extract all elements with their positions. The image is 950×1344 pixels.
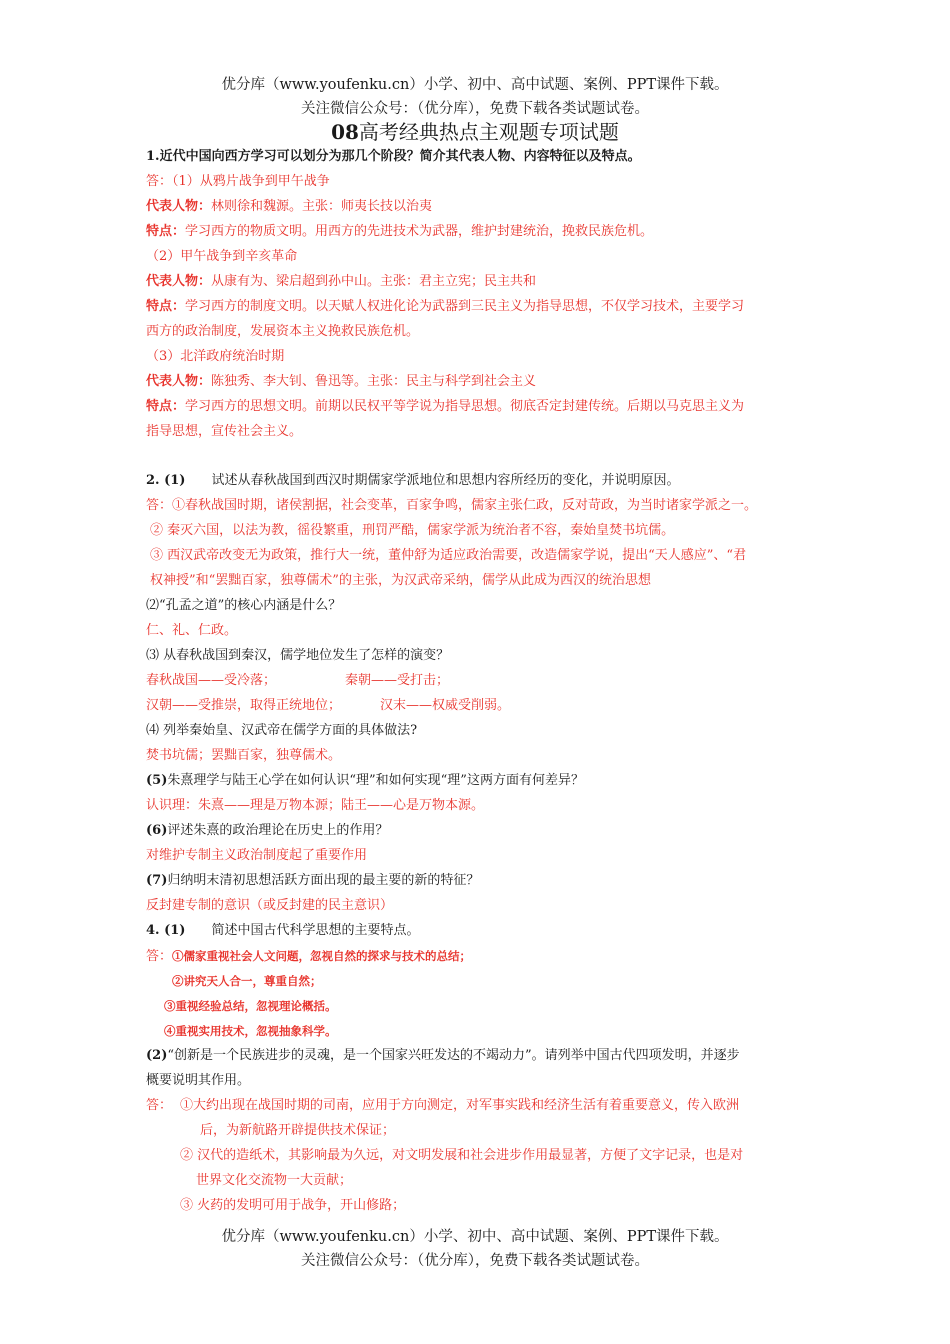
q2-answer-q3-1a: 春秋战国——受冷落； [146, 673, 277, 688]
q1-s3-title: （3）北洋政府统治时期 [146, 349, 285, 364]
number: (6) [146, 823, 168, 838]
q2-answer-q3-2a: 汉朝——受推崇，取得正统地位； [146, 698, 342, 713]
q2-question-1 [146, 471, 679, 491]
q4-question-2 [146, 1046, 740, 1066]
q1-answer-intro: 答：（1）从鸦片战争到甲午战争 [146, 174, 330, 189]
q2-question-7 [146, 871, 479, 891]
text: ②讲究天人合一，尊重自然； [172, 974, 322, 988]
text: 学习西方的思想文明。前期以民权平等学说为指导思想。彻底否定封建传统。后期以马克思主义为 [185, 399, 745, 414]
number: (5) [146, 773, 168, 788]
text: 评述朱熹的政治理论在历史上的作用？ [167, 823, 389, 838]
footer-line-1: 优分库（www.youfenku.cn）小学、初中、高中试题、案例、PPT课件下载。 [221, 1229, 729, 1245]
text: “创新是一个民族进步的灵魂，是一个国家兴旺发达的不竭动力”。请列举中国古代四项发明，并逐步 [167, 1048, 740, 1063]
text: 陈独秀、李大钊、鲁迅等。主张：民主与科学到社会主义 [211, 374, 537, 389]
footer-line-2: 关注微信公众号：（优分库），免费下载各类试题试卷。 [301, 1253, 649, 1269]
text: 林则徐和魏源。主张：师夷长技以治夷 [211, 199, 433, 214]
q2-answer-1: 答：①春秋战国时期，诸侯割据，社会变革，百家争鸣，儒家主张仁政，反对苛政，为当时诸家学派之一。 [146, 498, 758, 513]
prefix: 答： [146, 949, 173, 964]
q1-s2-title: （2）甲午战争到辛亥革命 [146, 249, 298, 264]
label: 特点： [146, 224, 186, 239]
q2-answer-q6: 对维护专制主义政治制度起了重要作用 [146, 848, 368, 863]
q4-answer-3 [164, 996, 337, 1017]
label: 代表人物： [146, 374, 212, 389]
q4-answer-2 [172, 971, 322, 992]
label: 特点： [146, 399, 186, 414]
label: 特点： [146, 299, 186, 314]
text: 简述中国古代科学思想的主要特点。 [211, 923, 420, 938]
q2-answer-q5: 认识理：朱熹——理是万物本源；陆王——心是万物本源。 [146, 798, 485, 813]
q2-answer-q7: 反封建专制的意识（或反封建的民主意识） [146, 898, 394, 913]
page-title [0, 118, 950, 146]
q1-s2-feat [146, 297, 744, 317]
prefix: 答： [146, 1098, 173, 1113]
q1-s2-feat-cont: 西方的政治制度，发展资本主义挽救民族危机。 [146, 324, 420, 339]
number: (2) [146, 1048, 168, 1063]
q2-answer-3-cont: 权神授”和“罢黜百家，独尊儒术”的主张，为汉武帝采纳，儒学从此成为西汉的统治思想 [150, 573, 651, 588]
text: 朱熹理学与陆王心学在如何认识“理”和如何实现“理”这两方面有何差异？ [167, 773, 584, 788]
text: 学习西方的制度文明。以天赋人权进化论为武器到三民主义为指导思想，不仅学习技术，主要学习 [185, 299, 745, 314]
number: 2. (1) [146, 473, 186, 488]
q4-answer-b2-cont: 世界文化交流物一大贡献； [196, 1173, 353, 1188]
q1-s3-feat [146, 397, 744, 417]
q1-s1-feat [146, 222, 653, 242]
q2-question-3: ⑶ 从春秋战国到秦汉，儒学地位发生了怎样的演变？ [146, 648, 450, 663]
q4-answer-b1 [146, 1096, 739, 1116]
q4-answer-4 [164, 1021, 337, 1042]
number: (7) [146, 873, 168, 888]
title-text: 高考经典热点主观题专项试题 [358, 120, 619, 144]
q1-s1-rep [146, 197, 432, 217]
text: ④重视实用技术，忽视抽象科学。 [164, 1024, 337, 1038]
header-line-1: 优分库（www.youfenku.cn）小学、初中、高中试题、案例、PPT课件下载。 [221, 77, 729, 93]
q2-question-5 [146, 771, 584, 791]
q4-answer-1 [146, 946, 471, 967]
q2-answer-q3-1b: 秦朝——受打击； [345, 673, 450, 688]
q4-answer-b3: ③ 火药的发明可用于战争，开山修路； [180, 1198, 406, 1213]
q2-answer-3: ③ 西汉武帝改变无为政策，推行大一统，董仲舒为适应政治需要，改造儒家学说，提出“天人感应”、“君 [150, 548, 747, 563]
text: ①大约出现在战国时期的司南，应用于方向测定，对军事实践和经济生活有着重要意义，传入欧洲 [180, 1098, 740, 1113]
label: 代表人物： [146, 199, 212, 214]
q4-answer-b2: ② 汉代的造纸术，其影响最为久远，对文明发展和社会进步作用最显著，方便了文字记录，也是对 [180, 1148, 744, 1163]
text: 试述从春秋战国到西汉时期儒家学派地位和思想内容所经历的变化，并说明原因。 [211, 473, 680, 488]
q2-answer-q4: 焚书坑儒；罢黜百家，独尊儒术。 [146, 748, 342, 763]
q1-s3-feat-cont: 指导思想，宣传社会主义。 [146, 424, 303, 439]
q1-question: 1.近代中国向西方学习可以划分为那几个阶段？简介其代表人物、内容特征以及特点。 [146, 149, 641, 164]
text: 学习西方的物质文明。用西方的先进技术为武器，维护封建统治，挽救民族危机。 [185, 224, 654, 239]
title-number: 08 [331, 120, 359, 144]
q1-s2-rep [146, 272, 536, 292]
header-line-2: 关注微信公众号：（优分库），免费下载各类试题试卷。 [301, 101, 649, 117]
number: 4. (1) [146, 923, 186, 938]
q4-question-2-cont: 概要说明其作用。 [146, 1073, 251, 1088]
q2-question-6 [146, 821, 388, 841]
q2-answer-q2: 仁、礼、仁政。 [146, 623, 238, 638]
text: 从康有为、梁启超到孙中山。主张：君主立宪；民主共和 [211, 274, 537, 289]
label: 代表人物： [146, 274, 212, 289]
text: ①儒家重视社会人文问题，忽视自然的探求与技术的总结； [172, 949, 472, 963]
q2-question-2: ⑵“孔孟之道”的核心内涵是什么？ [146, 598, 342, 613]
q2-answer-2: ② 秦灭六国，以法为教，徭役繁重，刑罚严酷，儒家学派为统治者不容，秦始皇焚书坑儒。 [150, 523, 675, 538]
text: 归纳明末清初思想活跃方面出现的最主要的新的特征？ [167, 873, 480, 888]
q1-s3-rep [146, 372, 536, 392]
q2-question-4: ⑷ 列举秦始皇、汉武帝在儒学方面的具体做法? [146, 723, 418, 738]
q4-question-1 [146, 921, 419, 941]
q2-answer-q3-2b: 汉末——权威受削弱。 [380, 698, 511, 713]
text: ③重视经验总结，忽视理论概括。 [164, 999, 337, 1013]
q4-answer-b1-cont: 后，为新航路开辟提供技术保证； [200, 1123, 396, 1138]
